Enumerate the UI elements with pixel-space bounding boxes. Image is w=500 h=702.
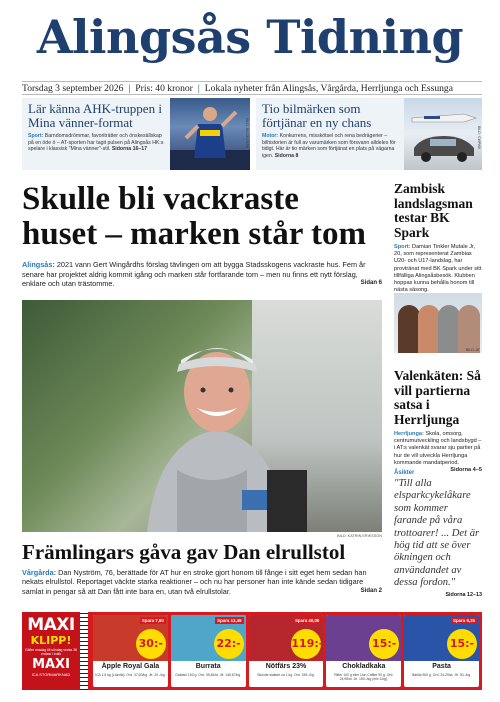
teaser-title: Lär känna AHK-truppen i Mina vänner-format xyxy=(28,101,162,130)
sidebar-story-valenkat[interactable] xyxy=(394,369,482,474)
cars-photo xyxy=(404,98,482,170)
second-lead xyxy=(22,568,382,596)
teaser-body xyxy=(28,133,164,153)
main-pageref: Sidan 6 xyxy=(360,280,382,286)
offer-description: Skövde slakteri ca 1 kg. Ord. 159:-/kg. xyxy=(257,673,315,677)
sidebar-story-zambia[interactable] xyxy=(394,182,482,302)
sidebar-text xyxy=(394,431,482,474)
dateline xyxy=(22,81,482,95)
main-lead-text: 2021 vann Gert Wingårdhs förslag tävlingen om att bygga Stadsskogens vackraste hus. Fem år senare har projektet aldrig kommit igång och marken står fortfarande tom – men nu finns ett nytt förslag, enklare och utan trästomme. xyxy=(22,260,366,288)
ad-offer[interactable] xyxy=(404,615,479,687)
main-lead xyxy=(22,260,382,289)
tagline: Lokala nyheter från Alingsås, Vårgårda, Herrljunga och Essunga xyxy=(204,82,453,94)
divider: | xyxy=(128,82,131,94)
man-in-wheelchair-image xyxy=(117,320,317,532)
ad-offer[interactable] xyxy=(249,615,324,687)
politicians-photo xyxy=(394,293,482,353)
person-image xyxy=(438,305,460,353)
offer-price: 15:- xyxy=(447,629,477,659)
issue-date: Torsdag 3 september 2026 xyxy=(22,82,124,94)
main-photo xyxy=(22,300,382,532)
maxi-advertisement[interactable] xyxy=(22,612,482,690)
ad-offer[interactable] xyxy=(171,615,246,687)
second-pageref: Sidan 2 xyxy=(360,587,382,594)
teaser-sport[interactable] xyxy=(22,98,250,170)
offer-name: Pasta xyxy=(432,663,451,670)
teaser-kicker: Sport: xyxy=(28,133,44,139)
offer-name: Äpple Royal Gala xyxy=(101,663,160,670)
offer-description: Barilla 500 g. Ord. 24,25/st. Jfr. 30:-/kg. xyxy=(412,673,472,677)
barcode-icon xyxy=(80,612,88,690)
offer-name: Chokladkaka xyxy=(342,663,386,670)
handball-photo xyxy=(170,98,250,170)
opinion-pageref: Sidorna 12–13 xyxy=(445,591,482,598)
offer-description: Ritter 100 g eller Lion Caffee 90 g. Ord. 24,95/st. Jfr. 150:-/kg (mix 1/kg). xyxy=(334,673,394,681)
offer-price: 30:- xyxy=(136,629,166,659)
offer-price: 22:- xyxy=(214,629,244,659)
sidebar-headline: Valenkäten: Så vill partierna satsa i Herrljunga xyxy=(394,368,481,427)
offer-description: Galbani 150 g. Ord. 35,45/st. Jfr. 146,67/kg. xyxy=(175,673,242,677)
ad-brand-logo: MAXI xyxy=(27,615,75,635)
ad-store-logo: MAXI xyxy=(32,657,70,672)
ad-slogan: KLIPP! xyxy=(30,634,72,647)
person-image xyxy=(458,305,480,353)
teaser-kicker: Motor: xyxy=(262,133,279,139)
issue-price: Pris: 40 kronor xyxy=(135,82,193,94)
ad-offer[interactable] xyxy=(93,615,168,687)
offer-savings-badge: Spara 7,60 xyxy=(141,618,164,623)
teaser-text: Konkurrens, misskötsel och rena bedrägerier – bilhistorien är full av varumärken som försvann alldeles för tidigt. Här är tio märken som förtjänat en plats på vägarna igen. xyxy=(262,133,396,159)
sidebar-kicker: Sport: xyxy=(394,244,411,250)
photo-credit: BILD: AT xyxy=(465,348,480,352)
offer-price: 15:- xyxy=(369,629,399,659)
opinion-quote: "Till alla elsparkcykelåkare som kommer farande på våra trottoarer! ... Det är hög tid att se över ökningen och användandet av dessa fordon." xyxy=(394,478,480,589)
ad-brand-panel xyxy=(22,612,80,690)
offer-name: Burrata xyxy=(195,663,221,670)
handball-player-image xyxy=(170,98,250,170)
ad-offers xyxy=(90,612,482,690)
offer-savings-badge: Spara 13,45 xyxy=(217,618,242,623)
masthead: Alingsås Tidning xyxy=(36,10,464,64)
sidebar-headline: Zambisk landslagsman testar BK Spark xyxy=(394,181,473,240)
person-image xyxy=(418,305,440,353)
divider: | xyxy=(197,82,200,94)
offer-savings-badge: Spara 9,25 xyxy=(453,618,475,623)
ad-validity: Gäller onsdag till söndag vecka 36 endast i butik xyxy=(25,648,77,656)
teaser-motor[interactable] xyxy=(256,98,482,170)
second-lead-text: Dan Nyström, 76, berättade för AT hur en stroke gjort honom till fånge i sitt eget hem sedan han nekats elrullstol. Reportaget väckte starka reaktioner – och nu har personer han inte kände sedan tidigare samlat in pengar så att Dan fått inte bara en, utan två elrullstolar. xyxy=(22,568,367,596)
cars-image xyxy=(404,98,482,170)
second-headline[interactable]: Främlingars gåva gav Dan elrullstol xyxy=(22,540,346,564)
main-kicker: Alingsås: xyxy=(22,260,55,269)
sidebar-body: Skola, omsorg, centrumutveckling och landsbygd – i AT:s valenkät svarar sju partier på hur de vill utveckla Herrljunga kommande mandatperiod. xyxy=(394,431,482,466)
offer-description: ICA 1,5 kg (Lösvikt). Ord. 37,60/kg. Jfr. 20:-/kg. xyxy=(95,673,166,677)
sidebar-kicker: Herrljunga: xyxy=(394,431,424,437)
second-kicker: Vårgårda: xyxy=(22,568,57,577)
main-photo-credit: BILD: KATRIN ERIKSSON xyxy=(337,534,382,538)
teaser-pageref: Sidorna 16–17 xyxy=(111,146,148,152)
main-headline[interactable]: Skulle bli vackraste huset – marken står tom xyxy=(22,181,367,252)
teaser-pageref: Sidorna 8 xyxy=(274,152,299,159)
offer-price: 119:- xyxy=(291,629,321,659)
teaser-body xyxy=(262,133,398,159)
sidebar-pageref: Sidorna 4–5 xyxy=(450,467,482,474)
opinion-box[interactable] xyxy=(394,470,482,598)
opinion-label: Åsikter xyxy=(394,470,415,476)
teaser-title: Tio bilmärken som förtjänar en ny chans xyxy=(262,101,372,130)
ad-store-sub: ICA STORMARKNAD xyxy=(31,672,71,677)
ad-offer[interactable] xyxy=(326,615,401,687)
offer-name: Nötfärs 23% xyxy=(265,663,307,670)
offer-savings-badge: Spara 40,00 xyxy=(294,618,320,623)
teaser-row xyxy=(22,98,482,170)
sidebar-body: Damian Tinkler Mutale Jr, 20, som representerat Zambias U20- och U17-landslag, har provtränat med BK Spark under sitt tillfälliga Alingsåsbesök. Klubben hoppas kunna behålla honom till nästa säsong. xyxy=(394,244,482,294)
photo-credit: BILD: CWPAB xyxy=(477,126,481,149)
person-image xyxy=(398,305,420,353)
teaser-text: Barndomsdrömmar, favoriträtter och önskesällskap på en öde ö – AT-sporten har tagit pulsen på Alingsås HK:s spelare i klassisk "Mina vänner"-stil. xyxy=(28,133,164,152)
photo-credit: BILD: BILDBYRÅN xyxy=(245,118,249,149)
